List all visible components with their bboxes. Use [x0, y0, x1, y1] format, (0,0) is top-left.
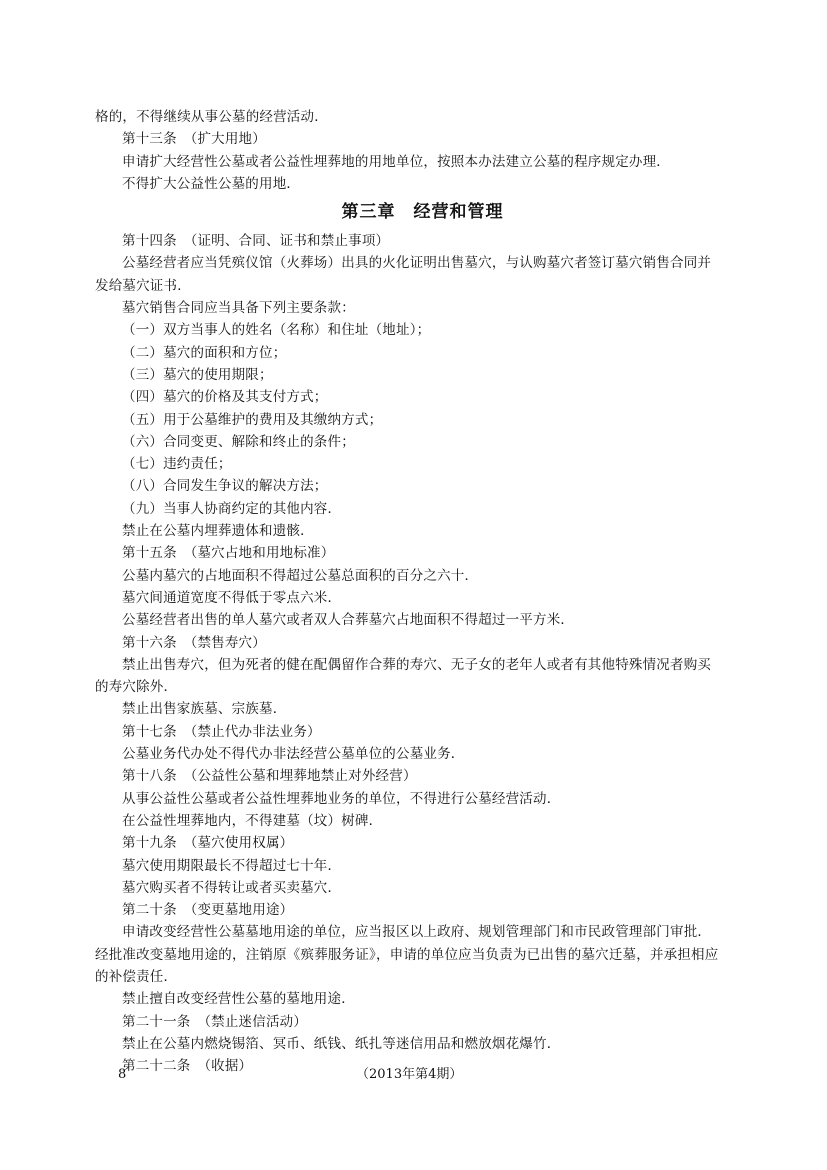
text-line: 申请改变经营性公墓墓地用途的单位，应当报区以上政府、规划管理部门和市民政管理部门审批．: [122, 924, 712, 941]
text-line: 第十六条 （禁售寿穴）: [122, 634, 266, 651]
text-line: （八）合同发生争议的解决方法；: [122, 478, 328, 495]
text-line: 第二十二条 （收据）: [122, 1058, 253, 1075]
text-line: （九）当事人协商约定的其他内容．: [122, 500, 342, 517]
text-line: 经批准改变墓地用途的，注销原《殡葬服务证》，申请的单位应当负责为已出售的墓穴迁墓，并承担相应: [95, 946, 719, 963]
page-body: [95, 106, 740, 1077]
footer-page-number: 8: [118, 1067, 127, 1082]
text-line: 公墓经营者应当凭殡仪馆（火葬场）出具的火化证明出售墓穴，与认购墓穴者签订墓穴销售合同并: [122, 255, 712, 272]
text-line: 第十四条 （证明、合同、证书和禁止事项）: [122, 233, 390, 250]
text-line: 公墓经营者出售的单人墓穴或者双人合葬墓穴占地面积不得超过一平方米．: [122, 612, 575, 629]
text-line: 公墓内墓穴的占地面积不得超过公墓总面积的百分之六十．: [122, 567, 479, 584]
text-line: 墓穴购买者不得转让或者买卖墓穴．: [122, 879, 342, 896]
body-section-after: [95, 230, 740, 1077]
text-line: 第十三条 （扩大用地）: [122, 131, 266, 148]
text-line: （一）双方当事人的姓名（名称）和住址（地址）；: [122, 322, 431, 339]
text-line: 在公益性埋葬地内，不得建墓（坟）树碑．: [122, 812, 383, 829]
text-line: （五）用于公墓维护的费用及其缴纳方式；: [122, 411, 383, 428]
text-line: 第二十一条 （禁止迷信活动）: [122, 1013, 308, 1030]
text-line: 禁止出售家族墓、宗族墓．: [122, 701, 287, 718]
text-line: 从事公益性公墓或者公益性埋葬地业务的单位，不得进行公墓经营活动．: [122, 790, 561, 807]
text-line: （四）墓穴的价格及其支付方式；: [122, 389, 328, 406]
text-line: 禁止在公墓内燃烧锡箔、冥币、纸钱、纸扎等迷信用品和燃放烟花爆竹．: [122, 1035, 561, 1052]
text-line: 禁止擅自改变经营性公墓的墓地用途．: [122, 991, 355, 1008]
text-line: 发给墓穴证书．: [95, 277, 191, 294]
text-line: 第十八条 （公益性公墓和埋葬地禁止对外经营）: [122, 768, 417, 785]
text-line: 第二十条 （变更墓地用途）: [122, 902, 294, 919]
text-line: 公墓业务代办处不得代办非法经营公墓单位的公墓业务．: [122, 746, 465, 763]
text-line: 墓穴使用期限最长不得超过七十年．: [122, 857, 342, 874]
text-line: 墓穴销售合同应当具备下列主要条款：: [122, 300, 355, 317]
text-line: （七）违约责任；: [122, 456, 232, 473]
text-line: 第十五条 （墓穴占地和用地标准）: [122, 545, 335, 562]
text-line: 禁止在公墓内埋葬遗体和遗骸．: [122, 523, 314, 540]
text-line: 申请扩大经营性公墓或者公益性埋葬地的用地单位，按照本办法建立公墓的程序规定办理．: [122, 153, 670, 170]
text-line: 格的，不得继续从事公墓的经营活动．: [95, 109, 328, 125]
text-line: 的补偿责任．: [95, 968, 178, 985]
body-section-before: [95, 106, 740, 195]
chapter-heading: 第三章 经营和管理: [341, 202, 504, 223]
footer-issue-label: （2013年第4期）: [356, 1067, 463, 1082]
text-line: 墓穴间通道宽度不得低于零点六米．: [122, 589, 342, 606]
text-line: 禁止出售寿穴，但为死者的健在配偶留作合葬的寿穴、无子女的老年人或者有其他特殊情况者购买: [122, 656, 712, 673]
text-line: 第十九条 （墓穴使用权属）: [122, 835, 294, 852]
text-line: 的寿穴除外．: [95, 679, 178, 696]
text-line: 第十七条 （禁止代办非法业务）: [122, 723, 321, 740]
text-line: 不得扩大公益性公墓的用地．: [122, 175, 301, 192]
text-line: （三）墓穴的使用期限；: [122, 366, 273, 383]
text-line: （二）墓穴的面积和方位；: [122, 344, 287, 361]
text-line: （六）合同变更、解除和终止的条件；: [122, 433, 355, 450]
